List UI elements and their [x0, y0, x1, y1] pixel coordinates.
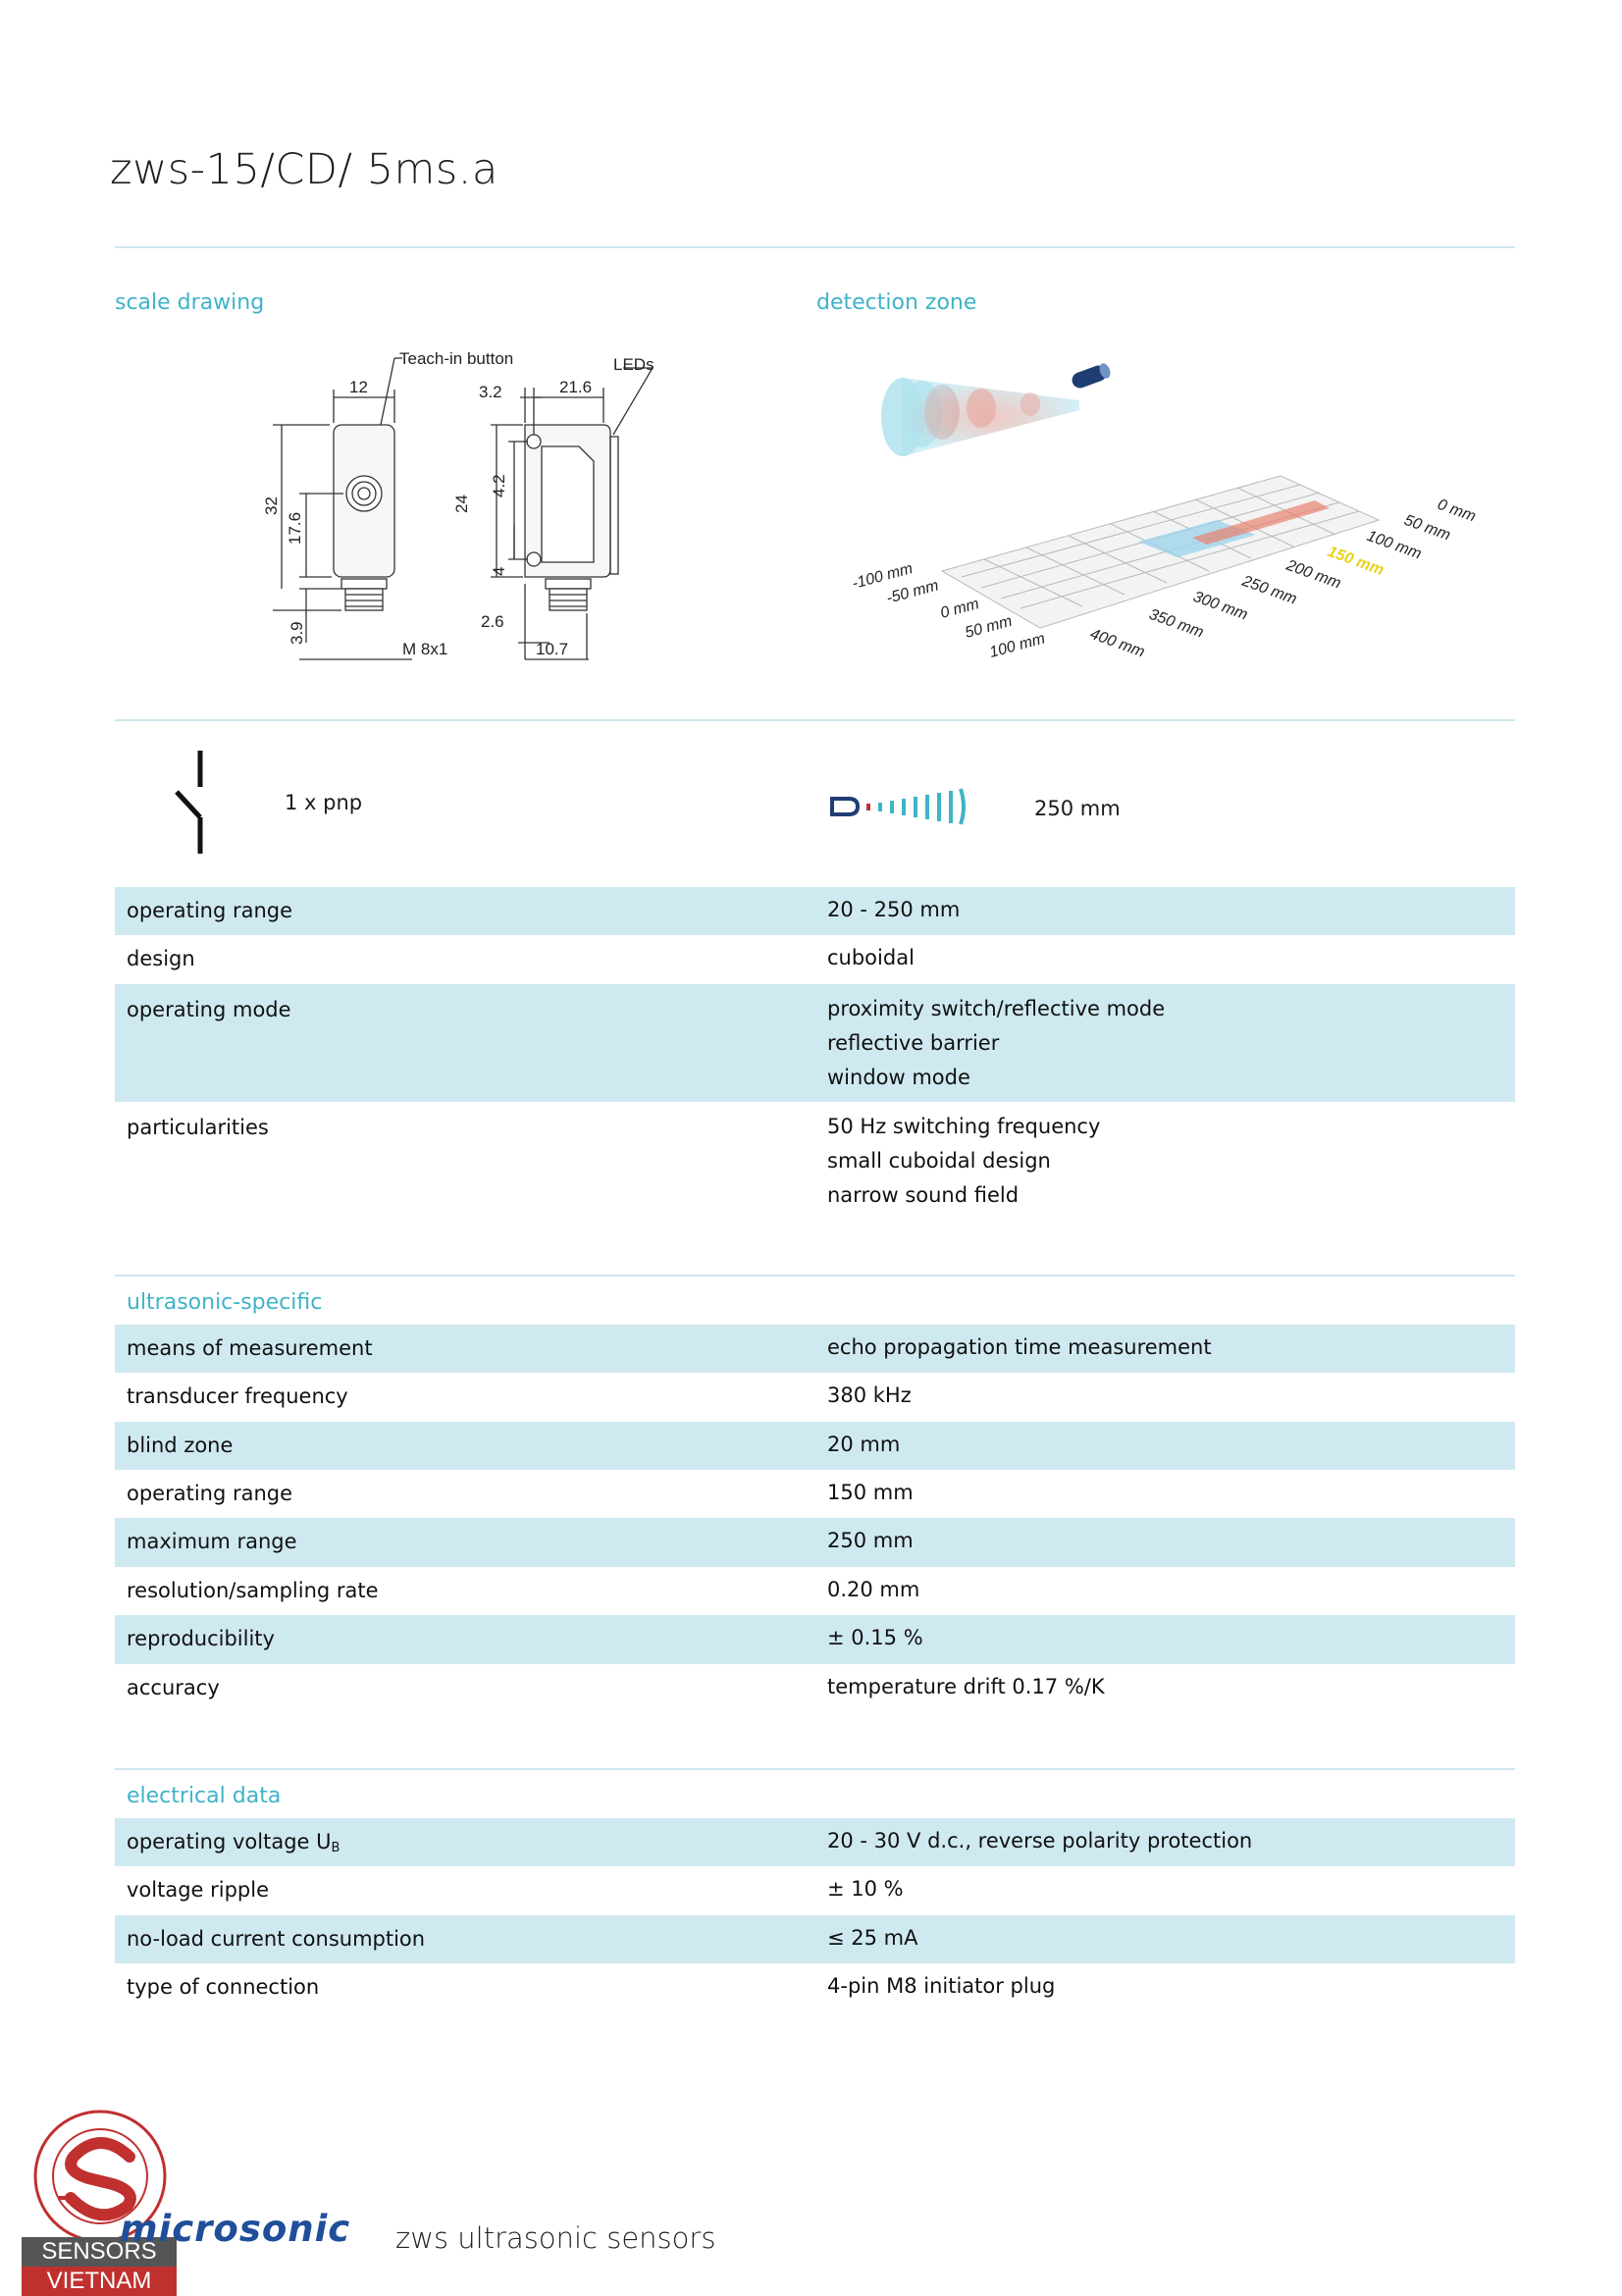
row-value: ± 10 %	[827, 1877, 904, 1901]
section-ultrasonic: ultrasonic-specific	[127, 1290, 323, 1315]
row-label: operating range	[127, 899, 293, 922]
row-value: 4-pin M8 initiator plug	[827, 1974, 1056, 1998]
teach-in-label: Teach-in button	[399, 349, 514, 368]
zone-side-label: 0 mm	[938, 596, 981, 622]
row-label: blind zone	[127, 1434, 234, 1457]
row-label: resolution/sampling rate	[127, 1579, 379, 1602]
table-row	[115, 1102, 1515, 1220]
leds-label: LEDs	[613, 355, 654, 374]
divider	[115, 246, 1515, 248]
table-row	[115, 1915, 1515, 1963]
row-value: ≤ 25 mA	[827, 1926, 918, 1950]
row-label: design	[127, 947, 195, 970]
table-row	[115, 887, 1515, 935]
dim-4: 4	[490, 566, 508, 576]
row-value: narrow sound field	[827, 1183, 1020, 1207]
zone-side-label: 50 mm	[963, 612, 1015, 642]
row-label: reproducibility	[127, 1627, 275, 1650]
row-value: 0.20 mm	[827, 1578, 920, 1601]
row-value: small cuboidal design	[827, 1149, 1051, 1173]
row-value: 150 mm	[827, 1481, 914, 1504]
table-row	[115, 1470, 1515, 1518]
connector-front	[345, 589, 383, 610]
sensing-range-icon	[829, 785, 1006, 828]
row-value: window mode	[827, 1066, 970, 1089]
zone-depth-label: 300 mm	[1190, 588, 1250, 624]
page-title: zws-15/CD/ 5ms.a	[110, 145, 498, 194]
row-label: maximum range	[127, 1530, 297, 1553]
row-label: voltage ripple	[127, 1878, 270, 1902]
row-label: operating voltage $U_B$	[127, 1830, 340, 1855]
table-row	[115, 1422, 1515, 1470]
row-value: echo propagation time measurement	[827, 1335, 1212, 1359]
dim-4-2: 4.2	[490, 474, 508, 497]
dim-m8x1: M 8x1	[402, 640, 448, 658]
row-value: 380 kHz	[827, 1383, 912, 1407]
row-value: reflective barrier	[827, 1031, 1000, 1055]
table-row	[115, 1567, 1515, 1615]
dim-10-7: 10.7	[536, 640, 569, 658]
table-row	[115, 935, 1515, 984]
row-label: operating mode	[127, 998, 291, 1021]
table-row	[115, 1373, 1515, 1422]
divider	[115, 1768, 1515, 1770]
table-row	[115, 1866, 1515, 1915]
row-value: 20 - 30 V d.c., reverse polarity protection	[827, 1829, 1253, 1852]
section-detection-zone: detection zone	[816, 290, 977, 315]
row-value: 20 mm	[827, 1433, 901, 1456]
zone-depth-label: 100 mm	[1364, 527, 1424, 563]
detection-zone-diagram	[844, 343, 1491, 687]
row-value: 50 Hz switching frequency	[827, 1115, 1101, 1138]
dim-12: 12	[349, 378, 368, 396]
zone-side-label: -50 mm	[884, 577, 941, 607]
dim-3-2-label: 3.2	[479, 383, 502, 401]
table-row	[115, 984, 1515, 1102]
output-type-label: 1 x pnp	[285, 791, 363, 814]
product-line: zws ultrasonic sensors	[395, 2221, 716, 2255]
table-row	[115, 1818, 1515, 1866]
zone-grid	[942, 476, 1379, 628]
table-row	[115, 1664, 1515, 1713]
row-label: no-load current consumption	[127, 1927, 426, 1951]
row-label: type of connection	[127, 1975, 320, 1999]
row-label: means of measurement	[127, 1336, 373, 1360]
table-row	[115, 1963, 1515, 2012]
pnp-switch-icon	[167, 751, 216, 854]
zone-depth-label: 200 mm	[1283, 556, 1343, 593]
table-row	[115, 1615, 1515, 1664]
dim-17-6: 17.6	[286, 511, 304, 545]
zone-depth-label: 50 mm	[1401, 511, 1453, 545]
row-value: proximity switch/reflective mode	[827, 997, 1166, 1020]
connector-side	[549, 589, 587, 610]
section-scale-drawing: scale drawing	[115, 290, 265, 315]
section-electrical: electrical data	[127, 1784, 282, 1808]
zone-depth-label: 0 mm	[1435, 496, 1479, 526]
dim-3-9: 3.9	[288, 621, 306, 645]
zone-depth-label-highlight: 150 mm	[1325, 543, 1387, 580]
row-label: operating range	[127, 1482, 293, 1505]
dim-32: 32	[262, 496, 281, 515]
sensing-range-label: 250 mm	[1034, 797, 1121, 820]
sensor-cylinder-icon	[1070, 362, 1112, 391]
zone-depth-label: 350 mm	[1146, 605, 1206, 642]
row-label: particularities	[127, 1116, 269, 1139]
dim-2-6: 2.6	[481, 612, 504, 631]
divider	[115, 1275, 1515, 1277]
table-row	[115, 1325, 1515, 1373]
row-value: 20 - 250 mm	[827, 898, 961, 921]
sound-beam	[881, 378, 1079, 456]
zone-side-label: 100 mm	[987, 630, 1047, 661]
zone-side-label: -100 mm	[850, 560, 916, 593]
row-value: ± 0.15 %	[827, 1626, 923, 1649]
zone-depth-label: 400 mm	[1087, 625, 1147, 661]
scale-drawing	[255, 348, 697, 672]
divider	[115, 719, 1515, 721]
dim-24: 24	[452, 495, 471, 513]
row-label: accuracy	[127, 1676, 220, 1699]
badge-top: SENSORS	[22, 2237, 177, 2267]
row-value: 250 mm	[827, 1529, 914, 1552]
row-value: temperature drift 0.17 %/K	[827, 1675, 1105, 1698]
badge-bottom: VIETNAM	[22, 2267, 177, 2296]
table-row	[115, 1518, 1515, 1567]
brand-logo: microsonic	[120, 2208, 351, 2250]
dim-21-6: 21.6	[559, 378, 593, 396]
zone-depth-label: 250 mm	[1239, 572, 1299, 608]
row-label: transducer frequency	[127, 1384, 348, 1408]
row-value: cuboidal	[827, 946, 915, 969]
